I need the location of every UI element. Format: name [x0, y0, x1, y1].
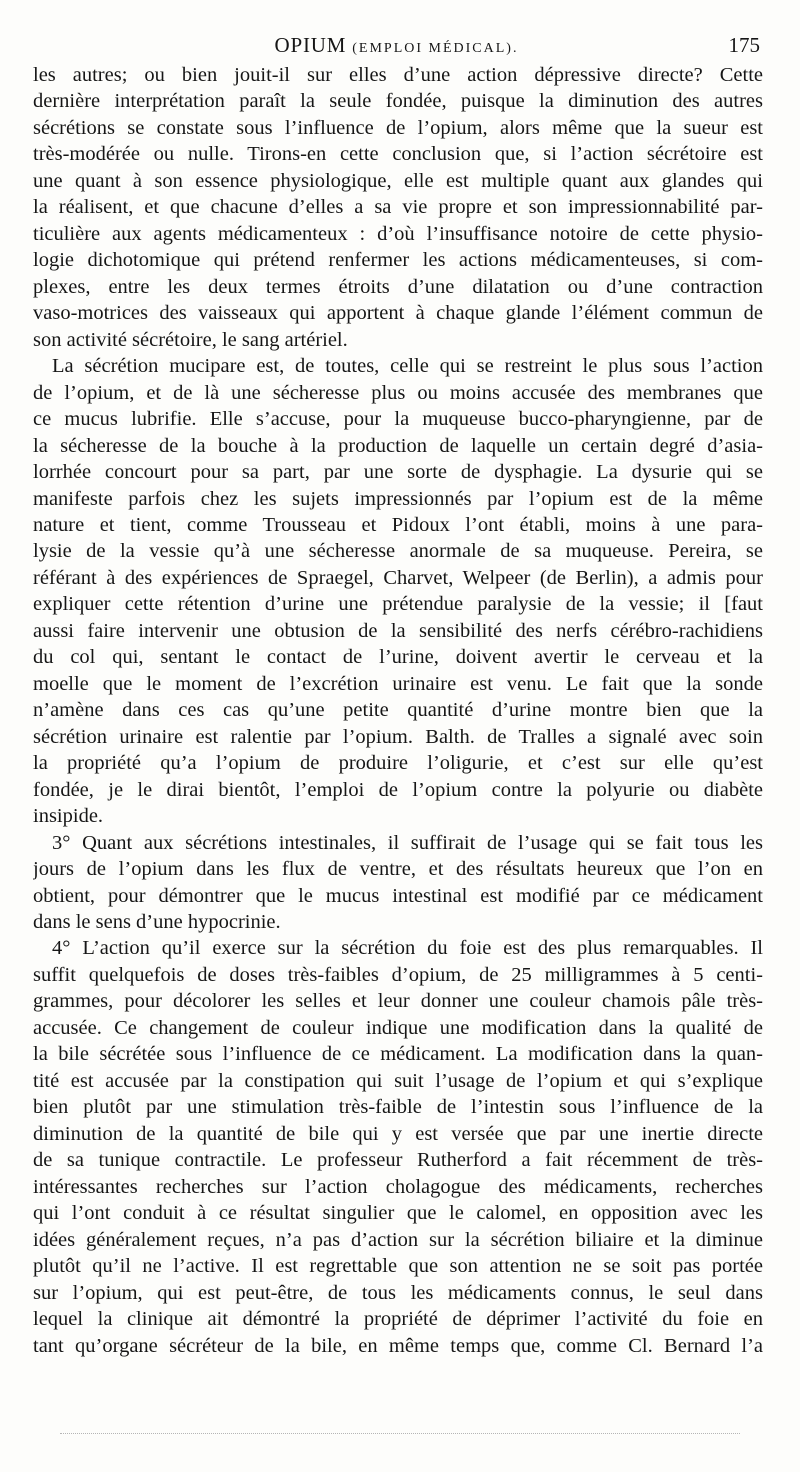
text-line: nature et tient, comme Trousseau et Pidoux l’ont établi, moins à une para-: [33, 513, 763, 536]
text-line: moelle que le moment de l’excrétion urinaire est venu. Le fait que la sonde: [33, 672, 763, 695]
text-line: lorrhée concourt pour sa part, par une sorte de dysphagie. La dysurie qui se: [33, 461, 763, 484]
text-line: tant qu’organe sécréteur de la bile, en même temps que, comme Cl. Bernard l’a: [33, 1334, 763, 1357]
text-line: obtient, pour démontrer que le mucus intestinal est modifié par ce médicament: [33, 884, 763, 907]
text-line: 3° Quant aux sécrétions intestinales, il suffirait de l’usage qui se fait tous les: [52, 831, 763, 854]
text-line: logie dichotomique qui prétend renfermer les actions médicamenteuses, si com-: [33, 249, 763, 272]
text-line: manifeste parfois chez les sujets impressionnés par l’opium est de la même: [33, 487, 763, 510]
text-line: tité est accusée par la constipation qui suit l’usage de l’opium et qui s’explique: [33, 1069, 763, 1092]
text-line: plutôt qu’il ne l’active. Il est regrettable que son attention ne se soit pas portée: [33, 1255, 763, 1278]
text-line: accusée. Ce changement de couleur indique une modification dans la qualité de: [33, 1016, 763, 1039]
text-line: vaso-motrices des vaisseaux qui apportent à chaque glande l’élément commun de: [33, 302, 763, 325]
running-title: [33, 30, 760, 64]
text-line: jours de l’opium dans les flux de ventre, et des résultats heureux que l’on en: [33, 858, 763, 881]
text-line: 4° L’action qu’il exerce sur la sécrétion du foie est des plus remarquables. Il: [52, 937, 763, 960]
text-line: fondée, je le dirai bientôt, l’emploi de l’opium contre la polyurie ou diabète: [33, 778, 763, 801]
text-line: la bile sécrétée sous l’influence de ce médicament. La modification dans la quan-: [33, 1043, 763, 1066]
text-line: les autres; ou bien jouit-il sur elles d’une action dépressive directe? Cette: [33, 64, 763, 86]
text-line: dans le sens d’une hypocrinie.: [33, 911, 281, 933]
text-line: très-modérée ou nulle. Tirons-en cette conclusion que, si l’action sécrétoire est: [33, 143, 763, 166]
text-line: qui l’ont conduit à ce résultat singulier que le calomel, en opposition avec les: [33, 1202, 763, 1225]
text-line: bien plutôt par une stimulation très-faible de l’intestin sous l’influence de la: [33, 1096, 763, 1119]
bottom-divider: [60, 1433, 740, 1434]
text-line: grammes, pour décolorer les selles et leur donner une couleur chamois pâle très-: [33, 990, 763, 1013]
text-line: du col qui, sentant le contact de l’urine, doivent avertir le cerveau et la: [33, 646, 763, 669]
text-line: plexes, entre les deux termes étroits d’une dilatation ou d’une contraction: [33, 275, 763, 298]
text-line: la sécheresse de la bouche à la production de laquelle un certain degré d’asia-: [33, 434, 763, 457]
body-text: [33, 62, 763, 1359]
text-line: aussi faire intervenir une obtusion de la sensibilité des nerfs cérébro-rachidiens: [33, 619, 763, 642]
text-line: la propriété qu’a l’opium de produire l’oligurie, et c’est sur elle qu’est: [33, 752, 763, 775]
text-line: dernière interprétation paraît la seule fondée, puisque la diminution des autres: [33, 90, 763, 113]
page-number: 175: [728, 33, 760, 57]
text-line: de l’opium, et de là une sécheresse plus ou moins accusée des membranes que: [33, 381, 763, 404]
text-line: n’amène dans ces cas qu’une petite quantité d’urine montre bien que la: [33, 699, 763, 722]
header-subtitle: (EMPLOI MÉDICAL).: [352, 41, 519, 56]
text-line: La sécrétion mucipare est, de toutes, celle qui se restreint le plus sous l’action: [52, 355, 763, 378]
text-line: idées généralement reçues, n’a pas d’action sur la sécrétion biliaire et la diminue: [33, 1228, 763, 1251]
text-line: sécrétions se constate sous l’influence de l’opium, alors même que la sueur est: [33, 116, 763, 139]
text-line: expliquer cette rétention d’urine une prétendue paralysie de la vessie; il [faut: [33, 593, 763, 616]
text-line: insipide.: [33, 805, 104, 828]
header-title: OPIUM: [274, 33, 347, 57]
text-line: suffit quelquefois de doses très-faibles d’opium, de 25 milligrammes à 5 centi-: [33, 963, 763, 986]
text-line: une quant à son essence physiologique, elle est multiple quant aux glandes qui: [33, 169, 763, 192]
text-line: la réalisent, et que chacune d’elles a sa vie propre et son impressionnabilité par-: [33, 196, 763, 219]
text-line: son activité sécrétoire, le sang artériel.: [33, 328, 348, 351]
text-line: diminution de la quantité de bile qui y est versée que par une inertie directe: [33, 1122, 763, 1145]
text-line: sécrétion urinaire est ralentie par l’opium. Balth. de Tralles a signalé avec soin: [33, 725, 763, 748]
text-line: ce mucus lubrifie. Elle s’accuse, pour la muqueuse bucco-pharyngienne, par de: [33, 408, 763, 431]
text-line: lequel la clinique ait démontré la propriété de déprimer l’activité du foie en: [33, 1308, 763, 1331]
text-line: lysie de la vessie qu’à une sécheresse anormale de sa muqueuse. Pereira, se: [33, 540, 763, 563]
text-line: référant à des expériences de Spraegel, Charvet, Welpeer (de Berlin), a admis pour: [33, 566, 763, 589]
text-line: sur l’opium, qui est peut-être, de tous les médicaments connus, le seul dans: [33, 1281, 763, 1304]
text-line: intéressantes recherches sur l’action cholagogue des médicaments, recherches: [33, 1175, 763, 1198]
text-line: de sa tunique contractile. Le professeur Rutherford a fait récemment de très-: [33, 1149, 763, 1172]
text-line: ticulière aux agents médicamenteux : d’où l’insuffisance notoire de cette physio-: [33, 222, 763, 245]
running-header: [33, 30, 760, 60]
